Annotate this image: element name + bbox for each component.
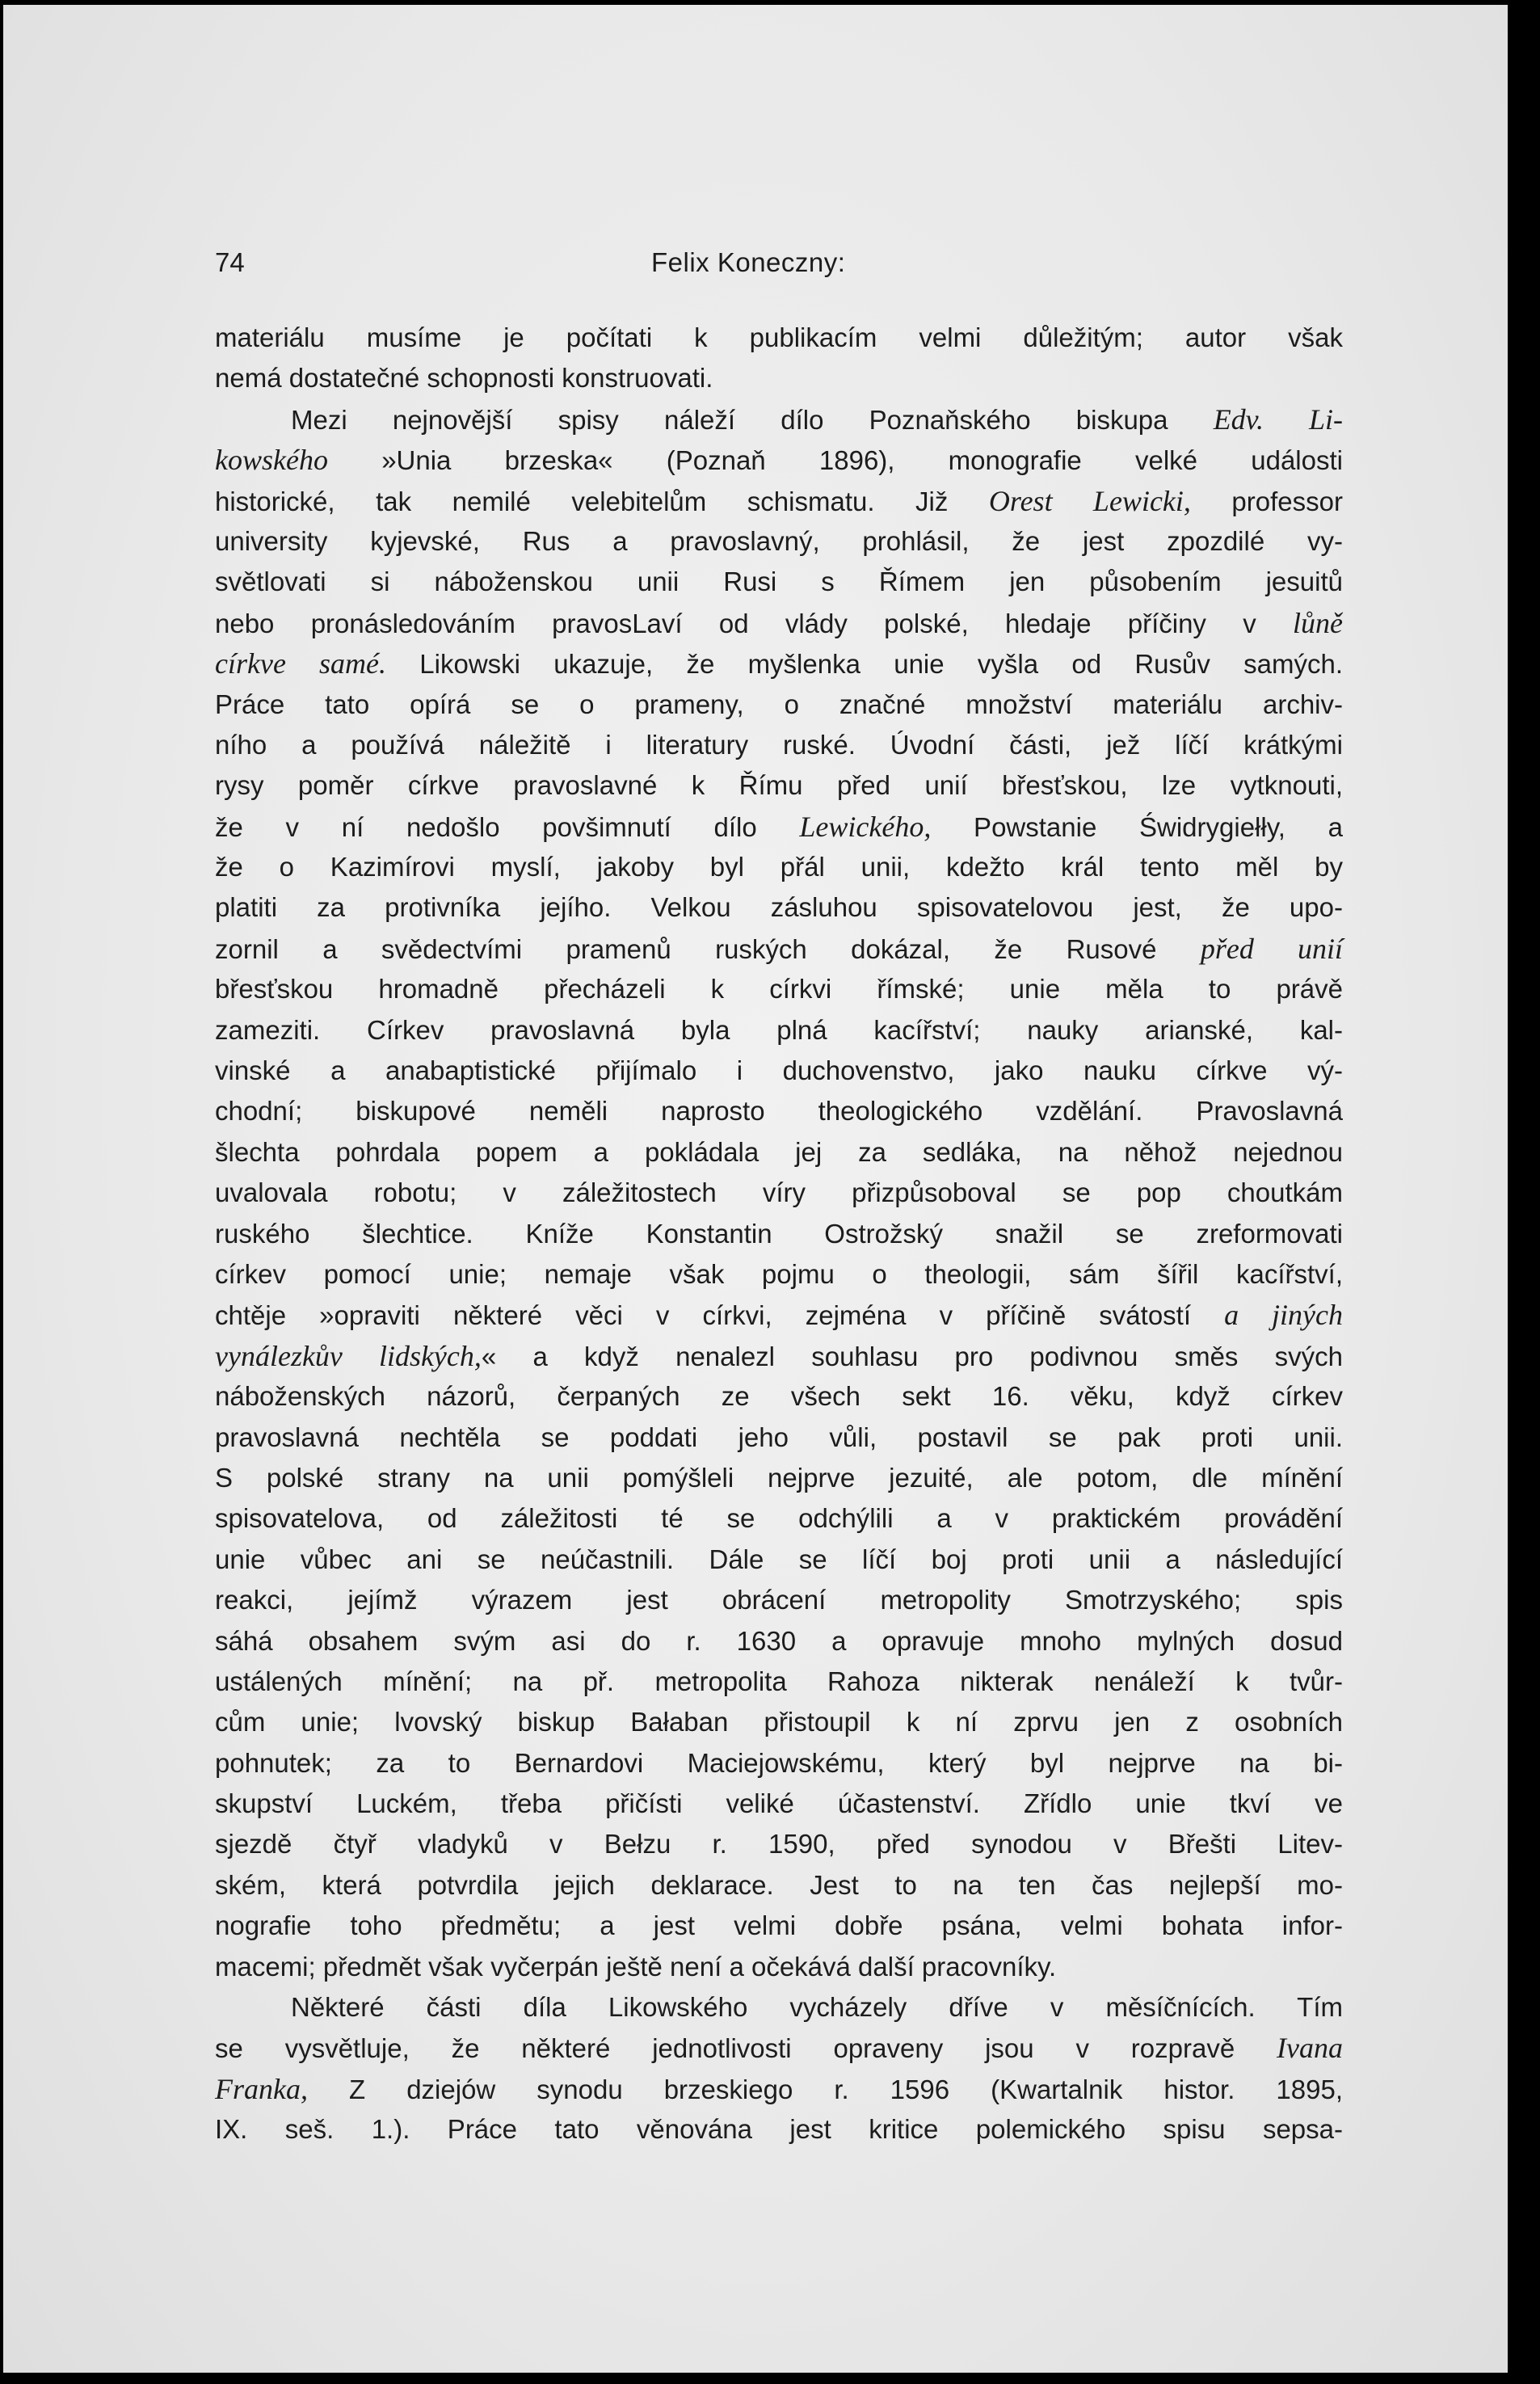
text-run: církev pomocí unie; nemaje však pojmu o theologii, sám šířil kacířství, [215,1258,1343,1289]
text-run: Z dziejów synodu brzeskiego r. 1596 (Kwartalnik histor. 1895, [307,2074,1343,2104]
text-run: náboženských názorů, čerpaných ze všech sekt 16. věku, když církev [215,1381,1343,1412]
italic-text: Orest Lewicki, [988,484,1191,517]
text-run: nemá dostatečné schopnosti konstruovati. [215,363,713,394]
text-run: nografie toho předmětu; a jest velmi dobře psána, velmi bohata infor- [215,1910,1343,1941]
text-run: sjezdě čtyř vladyků v Bełzu r. 1590, před synodou v Břešti Litev- [215,1829,1343,1860]
body-text [215,318,1343,2150]
text-line [215,2109,1343,2150]
text-line [215,1580,1343,1620]
italic-text: Ivana [1277,2032,1343,2065]
italic-text: vynálezkův lidských, [215,1339,482,1372]
text-line [215,1010,1343,1051]
text-line [215,1417,1343,1458]
text-line [215,521,1343,562]
text-run: že v ní nedošlo povšimnutí dílo [215,811,800,842]
text-line [215,1947,1343,1987]
text-run: ském, která potvrdila jejich deklarace. Jest to na ten čas nejlepší mo- [215,1869,1343,1900]
text-line [215,603,1343,643]
text-line [215,1743,1343,1784]
text-run: platiti za protivníka jejího. Velkou zásluhou spisovatelovou jest, že upo- [215,892,1343,923]
text-run: skupství Luckém, třeba přičísti veliké účastenství. Zřídlo unie tkví ve [215,1788,1343,1819]
text-run: světlovati si náboženskou unii Rusi s Římem jen působením jesuitů [215,567,1343,597]
text-line [215,1458,1343,1498]
text-line [215,1336,1343,1376]
text-line [215,1784,1343,1824]
text-run: reakci, jejímž výrazem jest obrácení metropolity Smotrzyského; spis [215,1585,1343,1615]
text-line [215,684,1343,725]
italic-text: kowského [215,444,328,477]
text-run: břesťskou hromadně přecházeli k církvi římské; unie měla to právě [215,974,1343,1005]
text-run: « a když nenalezl souhlasu pro podivnou směs svých [481,1341,1343,1371]
text-run: professor [1190,486,1343,516]
text-line [215,1214,1343,1254]
text-line [215,725,1343,765]
text-line [215,1132,1343,1173]
italic-text: Franka, [215,2072,308,2105]
text-run: Práce tato opírá se o prameny, o značné množství materiálu archiv- [215,689,1343,719]
text-run: »Unia brzeska« (Poznaň 1896), monografie velké události [327,445,1343,476]
text-line [215,1539,1343,1580]
text-line [215,1702,1343,1742]
italic-text: před unií [1200,932,1344,965]
text-run: historické, tak nemilé velebitelům schismatu. Již [215,486,989,516]
italic-text: lůně [1293,606,1343,639]
text-run: nebo pronásledováním pravosLaví od vlády polské, hledaje příčiny v [215,608,1294,638]
text-line [215,1662,1343,1702]
running-title: Felix Koneczny: [651,247,846,277]
text-run: Likowski ukazuje, že myšlenka unie vyšla od Rusův samých. [386,649,1343,680]
text-run: Některé části díla Likowského vycházely dříve v měsíčnících. Tím [291,1992,1343,2023]
text-line [215,887,1343,928]
text-line [215,1254,1343,1295]
text-line [215,1824,1343,1864]
text-run: že o Kazimírovi myslí, jakoby byl přál unii, kdežto král tento měl by [215,852,1343,882]
text-line [215,1987,1343,2028]
text-run: sáhá obsahem svým asi do r. 1630 a opravuje mnoho mylných dosud [215,1625,1343,1656]
text-run: chtěje »opraviti některé věci v církvi, zejména v příčině svátostí [215,1300,1225,1331]
book-page [3,5,1508,2373]
text-run: university kyjevské, Rus a pravoslavný, prohlásil, že jest zpozdilé vy- [215,525,1343,556]
text-line [215,562,1343,602]
text-run: rysy poměr církve pravoslavné k Římu před unií břesťskou, lze vytknouti, [215,770,1343,801]
text-run: zameziti. Církev pravoslavná byla plná kacířství; nauky arianské, kal- [215,1014,1343,1045]
text-run: cům unie; lvovský biskup Bałaban přistoupil k ní zprvu jen z osobních [215,1707,1343,1737]
page-number: 74 [215,247,245,277]
text-line [215,1295,1343,1335]
text-line [215,969,1343,1009]
text-run: šlechta pohrdala popem a pokládala jej za sedláka, na něhož nejednou [215,1136,1343,1167]
running-head [215,247,1346,288]
text-line [215,1865,1343,1906]
text-run: se vysvětluje, že některé jednotlivosti opraveny jsou v rozpravě [215,2033,1277,2064]
text-run: Mezi nejnovější spisy náleží dílo Poznaňského biskupa [291,404,1214,435]
text-line [215,1051,1343,1091]
text-line [215,481,1343,521]
text-line [215,358,1343,398]
text-run: ustálených mínění; na př. metropolita Rahoza nikterak nenáleží k tvůr- [215,1666,1343,1696]
text-run: ruského šlechtice. Kníže Konstantin Ostrožský snažil se zreformovati [215,1218,1343,1249]
text-line [215,847,1343,887]
text-line [215,765,1343,806]
text-line [215,929,1343,969]
text-run: IX. seš. 1.). Práce tato věnována jest kritice polemického spisu sepsa- [215,2114,1343,2145]
italic-text: církve samé. [215,647,387,680]
text-run: zornil a svědectvími pramenů ruských dokázal, že Rusové [215,933,1201,964]
text-line [215,807,1343,847]
text-run: unie vůbec ani se neúčastnili. Dále se líčí boj proti unii a následující [215,1544,1343,1574]
text-run: pravoslavná nechtěla se poddati jeho vůli, postavil se pak proti unii. [215,1422,1343,1452]
text-run: Powstanie Świdrygiełły, a [931,811,1343,842]
text-run: S polské strany na unii pomýšleli nejprve jezuité, ale potom, dle mínění [215,1462,1343,1493]
text-line [215,1498,1343,1539]
text-line [215,2028,1343,2068]
italic-text: Lewického, [799,810,932,843]
text-line [215,1906,1343,1946]
text-line [215,318,1343,358]
text-run: pohnutek; za to Bernardovi Maciejowskému, který byl nejprve na bi- [215,1747,1343,1778]
text-run: ního a používá náležitě i literatury ruské. Úvodní části, jež líčí krátkými [215,729,1343,760]
text-line [215,1376,1343,1417]
text-line [215,1091,1343,1131]
text-line [215,1621,1343,1662]
text-run: materiálu musíme je počítati k publikacím velmi důležitým; autor však [215,322,1343,352]
scan-border [1508,0,1540,2384]
text-run: uvalovala robotu; v záležitostech víry přizpůsoboval se pop choutkám [215,1177,1343,1208]
italic-text: a jiných [1224,1299,1343,1332]
text-line [215,1173,1343,1213]
text-run: vinské a anabaptistické přijímalo i duchovenstvo, jako nauku církve vý- [215,1055,1343,1086]
text-line [215,643,1343,684]
text-run: macemi; předmět však vyčerpán ještě není a očekává další pracovníky. [215,1951,1057,1982]
italic-text: Edv. Li- [1213,402,1344,436]
text-line [215,2069,1343,2109]
text-run: chodní; biskupové neměli naprosto theologického vzdělání. Pravoslavná [215,1096,1343,1127]
text-run: spisovatelova, od záležitosti té se odchýlili a v praktickém provádění [215,1503,1343,1534]
text-line [215,440,1343,480]
text-line [215,399,1343,440]
